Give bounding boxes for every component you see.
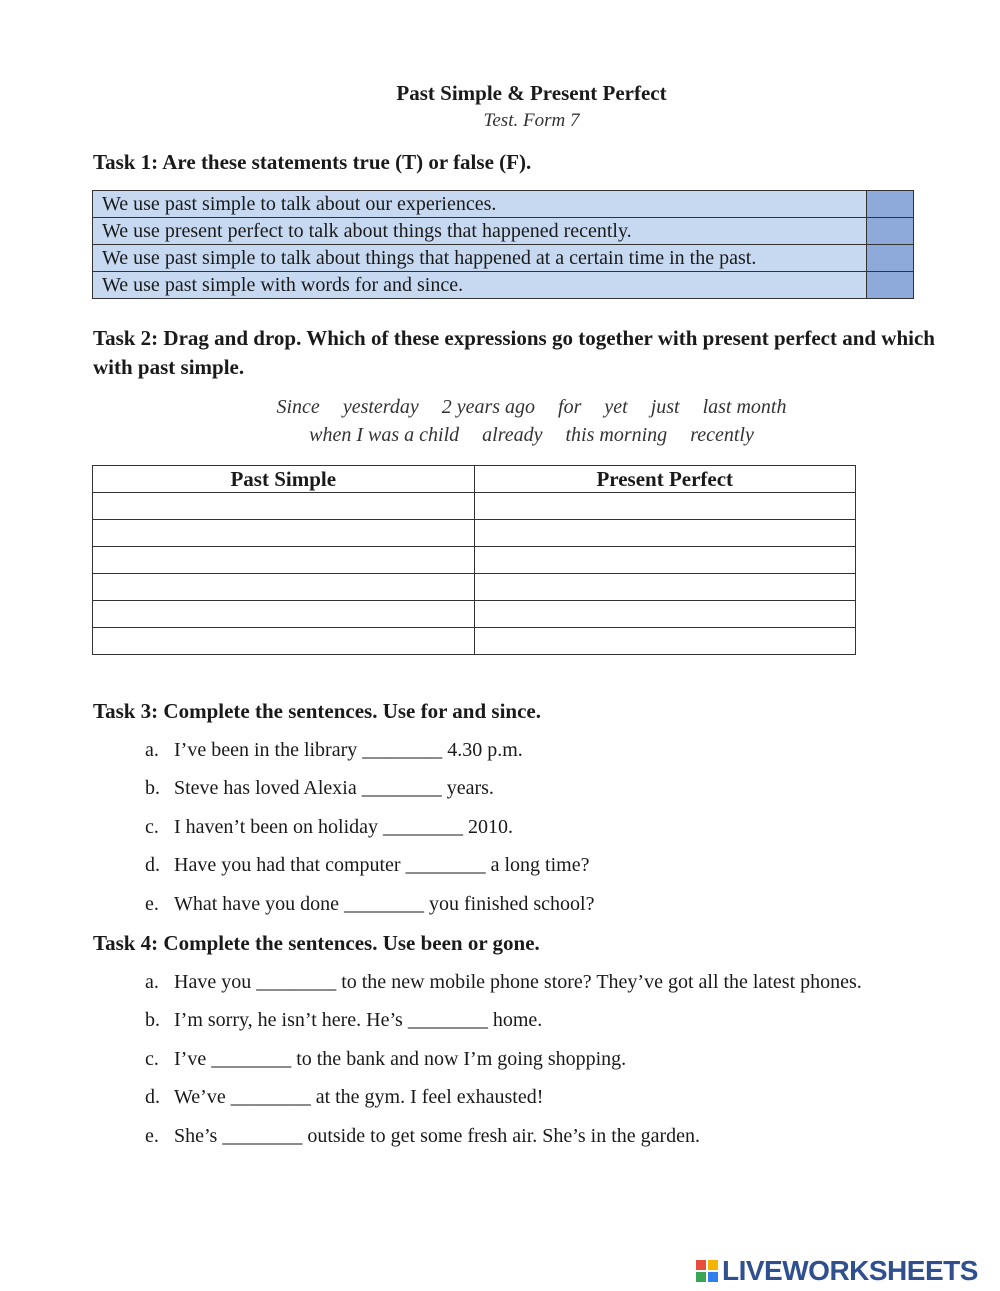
- statement-text: We use past simple to talk about things that happened at a certain time in the past.: [93, 245, 867, 272]
- sentence-text[interactable]: Have you ________ to the new mobile phone store? They’ve got all the latest phones.: [174, 971, 862, 993]
- list-item: [145, 815, 594, 853]
- word-bank-line-2: [0, 424, 1000, 447]
- draggable-word[interactable]: for: [558, 396, 582, 418]
- sentence-text[interactable]: I’m sorry, he isn’t here. He’s ________ home.: [174, 1009, 543, 1032]
- task4-heading: Task 4: Complete the sentences. Use been or gone.: [93, 931, 540, 955]
- list-item: [145, 1008, 862, 1046]
- worksheet-subtitle: Test. Form 7: [483, 110, 580, 131]
- answer-box[interactable]: [867, 272, 914, 299]
- drop-zone[interactable]: [93, 601, 475, 628]
- drop-zone[interactable]: [93, 493, 475, 520]
- list-item: [145, 853, 594, 891]
- item-letter: a.: [145, 971, 159, 993]
- list-item: [145, 1124, 862, 1162]
- draggable-word[interactable]: this morning: [565, 424, 668, 446]
- task3-sentence-list: [145, 738, 594, 930]
- draggable-word[interactable]: last month: [702, 396, 787, 418]
- drop-zone[interactable]: [93, 547, 475, 574]
- list-item: [145, 970, 862, 1008]
- list-item: [145, 1085, 862, 1123]
- sentence-text[interactable]: She’s ________ outside to get some fresh air. She’s in the garden.: [174, 1124, 701, 1147]
- list-item: [145, 738, 594, 776]
- sentence-text[interactable]: I’ve ________ to the bank and now I’m going shopping.: [174, 1047, 627, 1070]
- statement-text: We use past simple to talk about our experiences.: [93, 191, 867, 218]
- sentence-text[interactable]: I haven’t been on holiday ________ 2010.: [174, 815, 514, 838]
- drop-zone[interactable]: [93, 628, 475, 655]
- liveworksheets-logo: [696, 1255, 978, 1287]
- drop-zone[interactable]: [474, 547, 856, 574]
- draggable-word[interactable]: yet: [604, 396, 628, 418]
- table-row: [93, 520, 856, 547]
- word-bank-line-1: [0, 396, 1000, 419]
- sentence-text[interactable]: Have you had that computer ________ a long time?: [174, 854, 590, 877]
- answer-box[interactable]: [867, 191, 914, 218]
- item-letter: a.: [145, 739, 159, 761]
- draggable-word[interactable]: 2 years ago: [441, 396, 536, 418]
- table-row: [93, 272, 914, 299]
- list-item: [145, 892, 594, 930]
- sentence-text[interactable]: We’ve ________ at the gym. I feel exhausted!: [174, 1086, 544, 1109]
- table-row: [93, 628, 856, 655]
- statement-text: We use present perfect to talk about things that happened recently.: [93, 218, 867, 245]
- column-header-past-simple: Past Simple: [93, 466, 475, 493]
- table-header-row: [93, 466, 856, 493]
- answer-box[interactable]: [867, 245, 914, 272]
- logo-block: [696, 1260, 706, 1270]
- logo-text: LIVEWORKSHEETS: [722, 1255, 978, 1286]
- draggable-word[interactable]: yesterday: [342, 396, 419, 418]
- drop-zone[interactable]: [474, 601, 856, 628]
- item-letter: d.: [145, 1086, 160, 1109]
- draggable-word[interactable]: recently: [690, 424, 754, 446]
- task1-heading: Task 1: Are these statements true (T) or false (F).: [93, 150, 532, 174]
- draggable-word[interactable]: when I was a child: [309, 424, 460, 446]
- column-header-present-perfect: Present Perfect: [474, 466, 856, 493]
- item-letter: b.: [145, 1009, 160, 1032]
- item-letter: d.: [145, 854, 160, 877]
- item-letter: e.: [145, 1124, 159, 1147]
- draggable-word[interactable]: just: [650, 396, 680, 418]
- drop-zone[interactable]: [474, 628, 856, 655]
- drop-zone[interactable]: [474, 574, 856, 601]
- table-row: [93, 547, 856, 574]
- table-row: [93, 218, 914, 245]
- draggable-word[interactable]: already: [482, 424, 543, 446]
- item-letter: c.: [145, 815, 159, 838]
- sentence-text[interactable]: I’ve been in the library ________ 4.30 p.m.: [174, 739, 523, 761]
- sentence-text[interactable]: Steve has loved Alexia ________ years.: [174, 777, 494, 800]
- table-row: [93, 574, 856, 601]
- logo-block: [708, 1272, 718, 1282]
- task4-sentence-list: [145, 970, 862, 1162]
- drop-zone[interactable]: [474, 493, 856, 520]
- item-letter: e.: [145, 892, 159, 915]
- draggable-word[interactable]: Since: [276, 396, 320, 418]
- worksheet-title: Past Simple & Present Perfect: [396, 81, 667, 105]
- table-row: [93, 601, 856, 628]
- item-letter: c.: [145, 1047, 159, 1070]
- drag-drop-table: [92, 465, 856, 655]
- true-false-table: [92, 190, 914, 299]
- table-row: [93, 245, 914, 272]
- task3-heading: Task 3: Complete the sentences. Use for and since.: [93, 699, 541, 723]
- task2-heading: Task 2: Drag and drop. Which of these expressions go together with present perfect and which with past simple.: [93, 326, 935, 379]
- logo-block: [696, 1272, 706, 1282]
- drop-zone[interactable]: [93, 574, 475, 601]
- table-row: [93, 493, 856, 520]
- list-item: [145, 1047, 862, 1085]
- drop-zone[interactable]: [93, 520, 475, 547]
- item-letter: b.: [145, 777, 160, 800]
- list-item: [145, 776, 594, 814]
- answer-box[interactable]: [867, 218, 914, 245]
- table-row: [93, 191, 914, 218]
- logo-blocks-icon: [696, 1260, 718, 1282]
- logo-block: [708, 1260, 718, 1270]
- drop-zone[interactable]: [474, 520, 856, 547]
- sentence-text[interactable]: What have you done ________ you finished school?: [174, 892, 595, 915]
- statement-text: We use past simple with words for and since.: [93, 272, 867, 299]
